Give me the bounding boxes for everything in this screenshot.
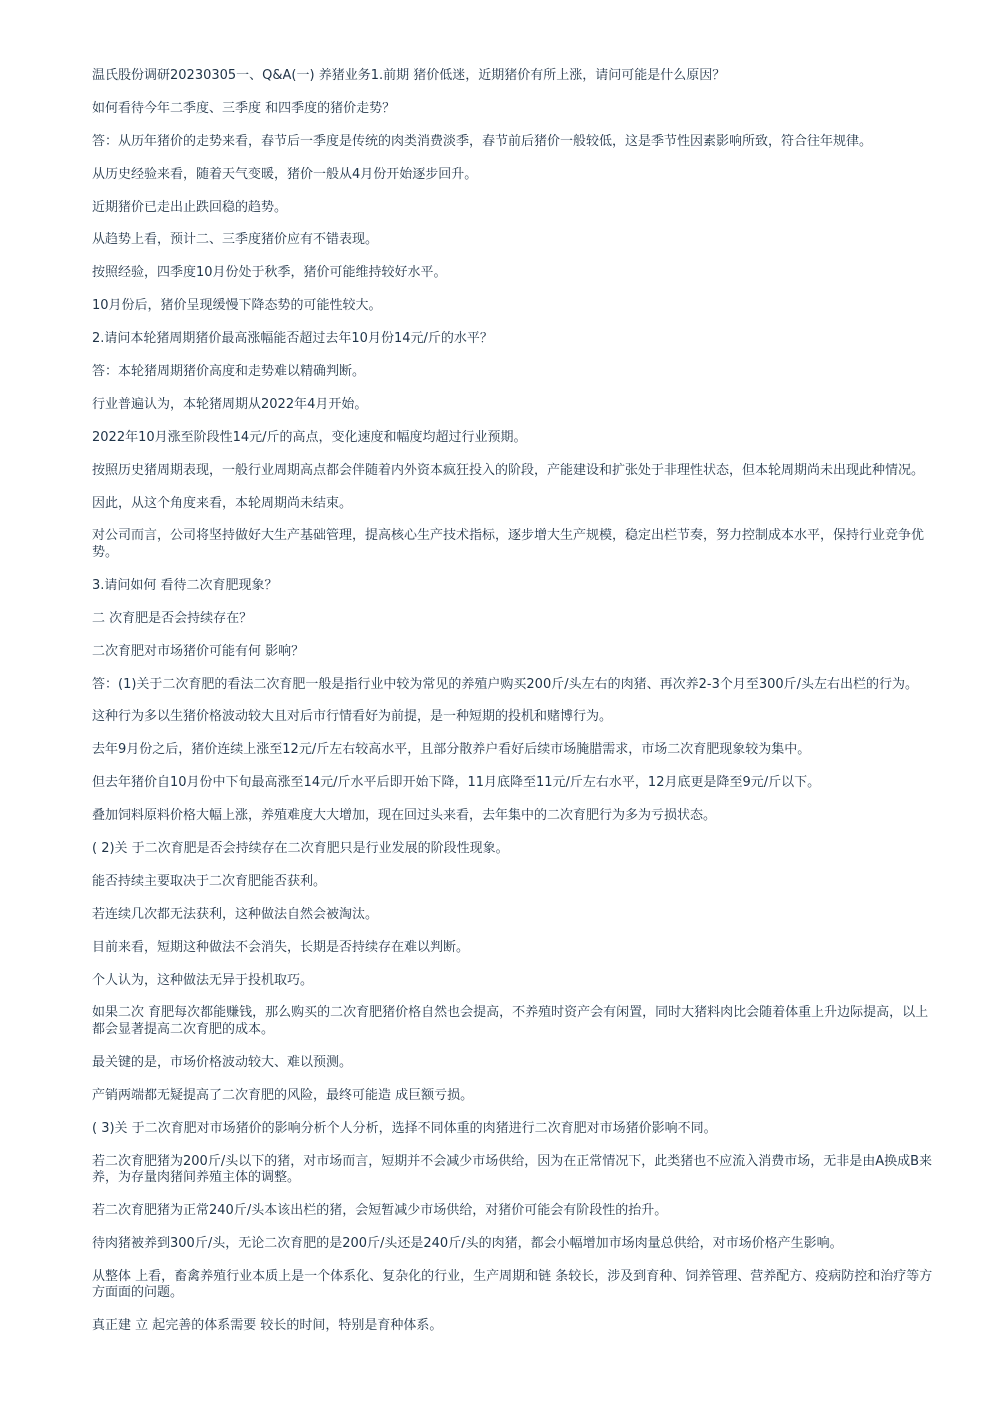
paragraph: 若二次育肥猪为正常240斤/头本该出栏的猪，会短暂减少市场供给，对猪价可能会有阶段性的抬升。 [92,1202,668,1218]
paragraph: 能否持续主要取决于二次育肥能否获利。 [92,873,327,889]
paragraph-question: 3.请问如何 看待二次育肥现象？ [92,577,278,593]
paragraph: 最关键的是，市场价格波动较大、难以预测。 [92,1054,353,1070]
paragraph: 若连续几次都无法获利，这种做法自然会被淘汰。 [92,906,379,922]
paragraph: 答：(1)关于二次育肥的看法二次育肥一般是指行业中较为常见的养殖户购买200斤/头左右的肉猪、再次养2-3个月至300斤/头左右出栏的行为。 [92,676,919,692]
paragraph: 若二次育肥猪为200斤/头以下的猪，对市场而言，短期并不会减少市场供给，因为在正常情况下，此类猪也不应流入消费市场，无非是由A换成B来养，为存量肉猪间养殖主体的调整。 [92,1153,933,1185]
paragraph: 这种行为多以生猪价格波动较大且对后市行情看好为前提，是一种短期的投机和赌博行为。 [92,709,613,725]
paragraph: ( 2)关 于二次育肥是否会持续存在二次育肥只是行业发展的阶段性现象。 [92,840,509,856]
paragraph: 但去年猪价自10月份中下旬最高涨至14元/斤水平后即开始下降，11月底降至11元/斤左右水平，12月底更是降至9元/斤以下。 [92,775,821,791]
paragraph: 目前来看，短期这种做法不会消失，长期是否持续存在难以判断。 [92,939,470,955]
paragraph: 从历史经验来看，随着天气变暖，猪价一般从4月份开始逐步回升。 [92,166,478,182]
paragraph: 答：从历年猪价的走势来看，春节后一季度是传统的肉类消费淡季，春节前后猪价一般较低，这是季节性因素影响所致，符合往年规律。 [92,133,873,149]
paragraph: 答：本轮猪周期猪价高度和走势难以精确判断。 [92,364,366,380]
paragraph: 待肉猪被养到300斤/头，无论二次育肥的是200斤/头还是240斤/头的肉猪，都会小幅增加市场肉量总供给，对市场价格产生影响。 [92,1235,843,1251]
paragraph: 二次育肥对市场猪价可能有何 影响？ [92,643,305,659]
paragraph: 产销两端都无疑提高了二次育肥的风险，最终可能造 成巨额亏损。 [92,1087,474,1103]
paragraph-title: 温氏股份调研20230305一、Q&A(一) 养猪业务1.前期 猪价低迷，近期猪价有所上涨，请问可能是什么原因？ [92,68,726,83]
paragraph: 2022年10月涨至阶段性14元/斤的高点，变化速度和幅度均超过行业预期。 [92,429,527,445]
paragraph: 去年9月份之后，猪价连续上涨至12元/斤左右较高水平，且部分散养户看好后续市场腌腊需求，市场二次育肥现象较为集中。 [92,742,811,758]
paragraph: 如果二次 育肥每次都能赚钱，那么购买的二次育肥猪价格自然也会提高，不养殖时资产会有闲置，同时大猪料肉比会随着体重上升边际提高，以上都会显著提高二次育肥的成本。 [92,1005,929,1037]
paragraph: 对公司而言，公司将坚持做好大生产基础管理，提高核心生产技术指标，逐步增大生产规模，稳定出栏节奏，努力控制成本水平，保持行业竞争优势。 [92,528,925,560]
paragraph: 叠加饲料原料价格大幅上涨，养殖难度大大增加，现在回过头来看，去年集中的二次育肥行为多为亏损状态。 [92,808,717,824]
paragraph: 从趋势上看，预计二、三季度猪价应有不错表现。 [92,232,379,248]
paragraph: 按照经验，四季度10月份处于秋季，猪价可能维持较好水平。 [92,265,447,281]
paragraph: 从整体 上看，畜禽养殖行业本质上是一个体系化、复杂化的行业，生产周期和链 条较长，涉及到育种、饲养管理、营养配方、疫病防控和治疗等方方面面的问题。 [92,1268,933,1301]
paragraph: 如何看待今年二季度、三季度 和四季度的猪价走势？ [92,100,396,116]
paragraph: 按照历史猪周期表现，一般行业周期高点都会伴随着内外资本疯狂投入的阶段，产能建设和扩张处于非理性状态，但本轮周期尚未出现此种情况。 [92,462,925,478]
paragraph: 因此，从这个角度来看，本轮周期尚未结束。 [92,495,353,511]
paragraph: ( 3)关 于二次育肥对市场猪价的影响分析个人分析，选择不同体重的肉猪进行二次育肥对市场猪价影响不同。 [92,1120,717,1136]
paragraph: 近期猪价已走出止跌回稳的趋势。 [92,199,288,215]
paragraph: 10月份后，猪价呈现缓慢下降态势的可能性较大。 [92,298,382,314]
paragraph: 真正建 立 起完善的体系需要 较长的时间，特别是育种体系。 [92,1318,443,1334]
paragraph: 行业普遍认为，本轮猪周期从2022年4月开始。 [92,396,368,412]
paragraph: 二 次育肥是否会持续存在？ [92,610,253,626]
paragraph: 个人认为，这种做法无异于投机取巧。 [92,972,314,988]
paragraph-question: 2.请问本轮猪周期猪价最高涨幅能否超过去年10月份14元/斤的水平？ [92,331,493,347]
